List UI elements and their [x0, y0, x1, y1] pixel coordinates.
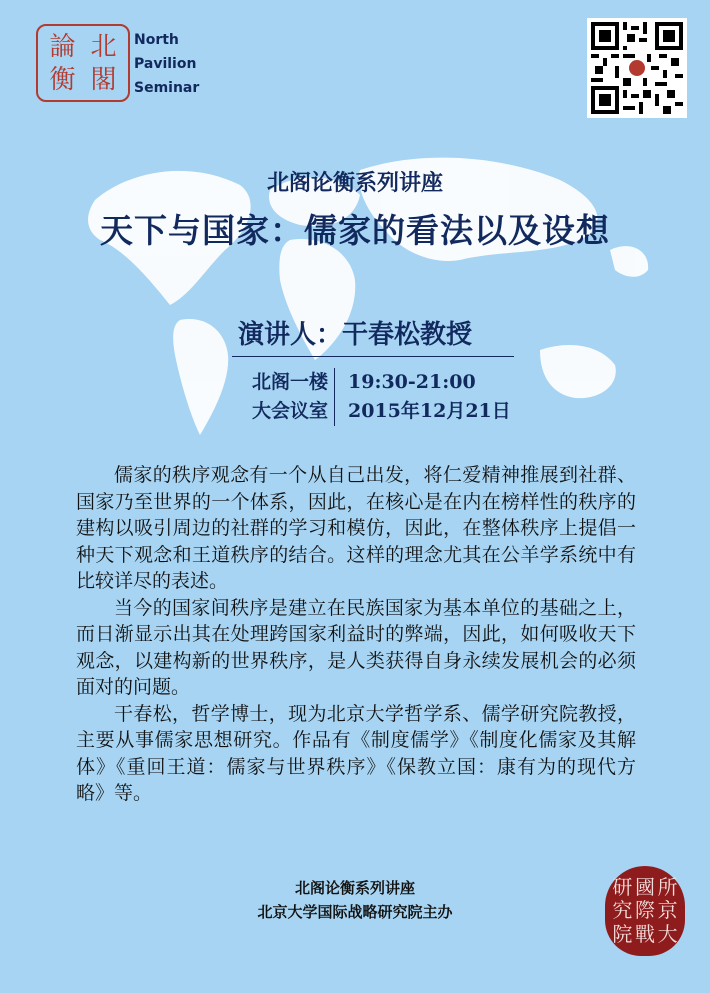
- abstract-paragraph: 当今的国家间秩序是建立在民族国家为基本单位的基础之上，而日渐显示出其在处理跨国家利益时的弊端，因此，如何吸收天下观念，以建构新的世界秩序，是人类获得自身永续发展机会的必须面对的问题。: [76, 596, 636, 698]
- lecture-abstract: [76, 462, 636, 807]
- speaker-bio-paragraph: 干春松，哲学博士，现为北京大学哲学系、儒学研究院教授，主要从事儒家思想研究。作品有《制度儒学》《制度化儒家及其解体》《重回王道：儒家与世界秩序》《保教立国：康有为的现代方略》等。: [76, 702, 636, 804]
- seal-char: 所: [657, 875, 678, 899]
- footer-organizer: 北京大学国际战略研究院主办: [257, 903, 453, 921]
- seal-char: 北: [90, 32, 117, 62]
- venue-time: [348, 368, 548, 426]
- seal-char: 際: [634, 898, 655, 923]
- venue-divider: [334, 368, 335, 426]
- lecture-title: 天下与国家：儒家的看法以及设想: [100, 211, 610, 250]
- logo-line-north: North: [134, 32, 179, 48]
- logo-line-seminar: Seminar: [134, 80, 200, 96]
- seal-char: 戰: [634, 921, 655, 946]
- organizer-footer: [0, 876, 710, 924]
- logo-wordmark: [134, 28, 199, 100]
- seal-char: 國: [634, 875, 655, 899]
- seal-char: 究: [612, 898, 633, 923]
- venue-room: 大会议室: [251, 400, 328, 422]
- series-title: 北阁论衡系列讲座: [266, 170, 443, 196]
- event-date: 2015年12月21日: [348, 400, 511, 422]
- seal-char: 研: [612, 875, 633, 899]
- speaker-divider: [232, 356, 514, 357]
- speaker-line: 演讲人：干春松教授: [237, 320, 472, 350]
- seal-char: 大: [657, 921, 678, 946]
- seal-char: 京: [657, 898, 678, 923]
- seal-char: 院: [612, 921, 633, 946]
- seal-char: 論: [49, 32, 76, 62]
- qr-code[interactable]: [587, 18, 687, 118]
- institute-seal: [605, 866, 685, 956]
- seal-char: 閣: [90, 65, 117, 95]
- venue-building: 北阁一楼: [251, 371, 328, 393]
- north-pavilion-seal-logo: [36, 24, 130, 102]
- abstract-paragraph: 儒家的秩序观念有一个从自己出发，将仁爱精神推展到社群、国家乃至世界的一个体系，因此，在核心是在内在榜样性的秩序的建构以吸引周边的社群的学习和模仿，因此，在整体秩序上提倡一种天下观念和王道秩序的结合。这样的理念尤其在公羊学系统中有比较详尽的表述。: [76, 464, 636, 592]
- seal-char: 衡: [49, 65, 76, 95]
- event-hours: 19:30-21:00: [348, 371, 476, 393]
- logo-line-pavilion: Pavilion: [134, 56, 197, 72]
- venue-location: [228, 368, 328, 426]
- footer-series: 北阁论衡系列讲座: [294, 879, 415, 897]
